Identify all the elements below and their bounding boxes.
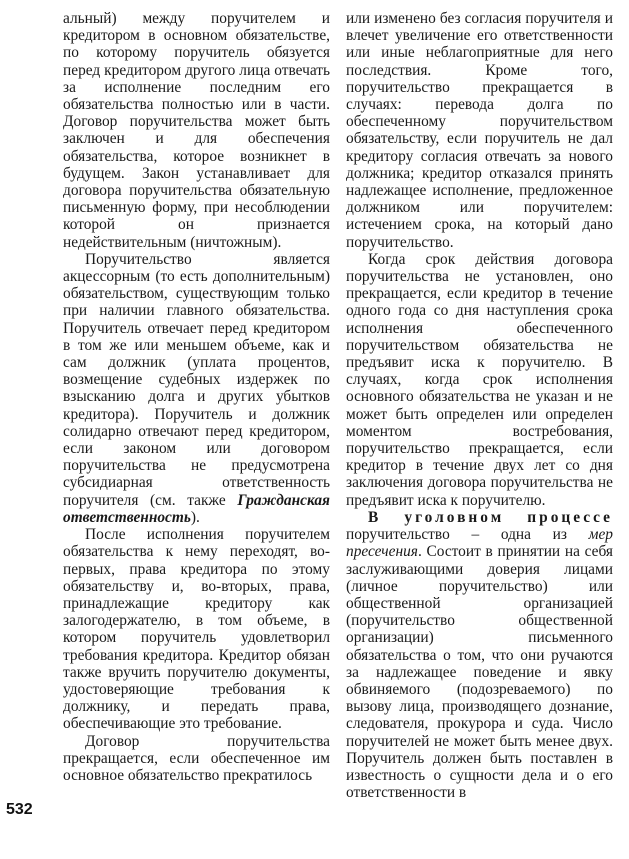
paragraph: [346, 509, 613, 801]
paragraph: Договор поручительства прекращается, если обеспеченное им основное обязательство прекратилось: [63, 732, 330, 784]
paragraph-text: Поручительство является акцессорным (то есть дополнительным) обязательством, существующим только при наличии главного обязательства. Поручитель отвечает перед кредитором в том же или меньшем объеме, как и сам должник (уплата процентов, возмещение судебных издержек по взысканию долга и других убытков кредитора). Поручитель и должник солидарно отвечают перед кредитором, если законом или договором поручительства не предусмотрена субсидиарная ответственность поручителя (см. также: [63, 250, 330, 509]
left-column: [63, 10, 330, 845]
paragraph: [63, 251, 330, 526]
paragraph-text: поручительство – одна из: [346, 526, 589, 544]
paragraph: Когда срок действия договора поручительства не установлен, оно прекращается, если кредитор в течение одного года со дня наступления срока исполнения обеспеченного поручительством обязательства не предъявит иска к поручителю. В случаях, когда срок исполнения основного обязательства не указан и не может быть определен или определен моментом востребования, поручительство прекращается, если кредитор в течение двух лет со дня заключения договора поручительства не предъявит иска к поручителю.: [346, 250, 613, 509]
paragraph-text: . Состоит в принятии на себя заслуживающими доверия лицами (личное поручительство) или общественной организацией (поручительство общественной организации) письменного обязательства о том, что они ручаются за надлежащее поведение и явку обвиняемого (подозреваемого) по вызову лица, производящего дознание, следователя, прокурора и суда. Число поручителей не может быть менее двух. Поручитель должен быть поставлен в известность о сущности дела и о его ответственности в: [346, 543, 613, 802]
right-column: [346, 10, 613, 845]
paragraph: После исполнения поручителем обязательства к нему переходят, во-первых, права кредитора по этому обязательству и, во-вторых, права, принадлежащие кредитору как залогодержателю, в том объеме, в котором поручитель удовлетворил требования кредитора. Кредитор обязан также вручить поручителю документы, удостоверяющие требования к должнику, и передать права, обеспечивающие это требование.: [63, 526, 330, 733]
cross-reference: Гражданская ответственность: [63, 491, 330, 526]
cross-reference: мер пресечения: [346, 526, 613, 561]
page-number: 532: [6, 801, 33, 818]
running-head: [6, 8, 32, 238]
paragraph: альный) между поручителем и кредитором в основном обязательстве, по которому поручитель обязуется перед кредитором другого лица отвечать за исполнение последним его обязательства полностью или в части. Договор поручительства может быть заключен и для обеспечения обязательства, которое возникнет в будущем. Закон устанавливает для договора поручительства обязательную письменную форму, при несоблюдении которой он признается недействительным (ничтожным).: [63, 10, 330, 251]
section-lead: В уголовном процессе: [368, 508, 613, 526]
paragraph: или изменено без согласия поручителя и влечет увеличение его ответственности или иные неблагоприятные для него последствия. Кроме того, поручительство прекращается в случаях: перевода долга по обеспеченному поручительством обязательству, если поручитель не дал кредитору согласия отвечать за нового должника; кредитор отказался принять надлежащее исполнение, предложенное должником или поручителем: истечением срока, на который дано поручительство.: [346, 10, 613, 251]
paragraph-text: ).: [190, 508, 200, 526]
